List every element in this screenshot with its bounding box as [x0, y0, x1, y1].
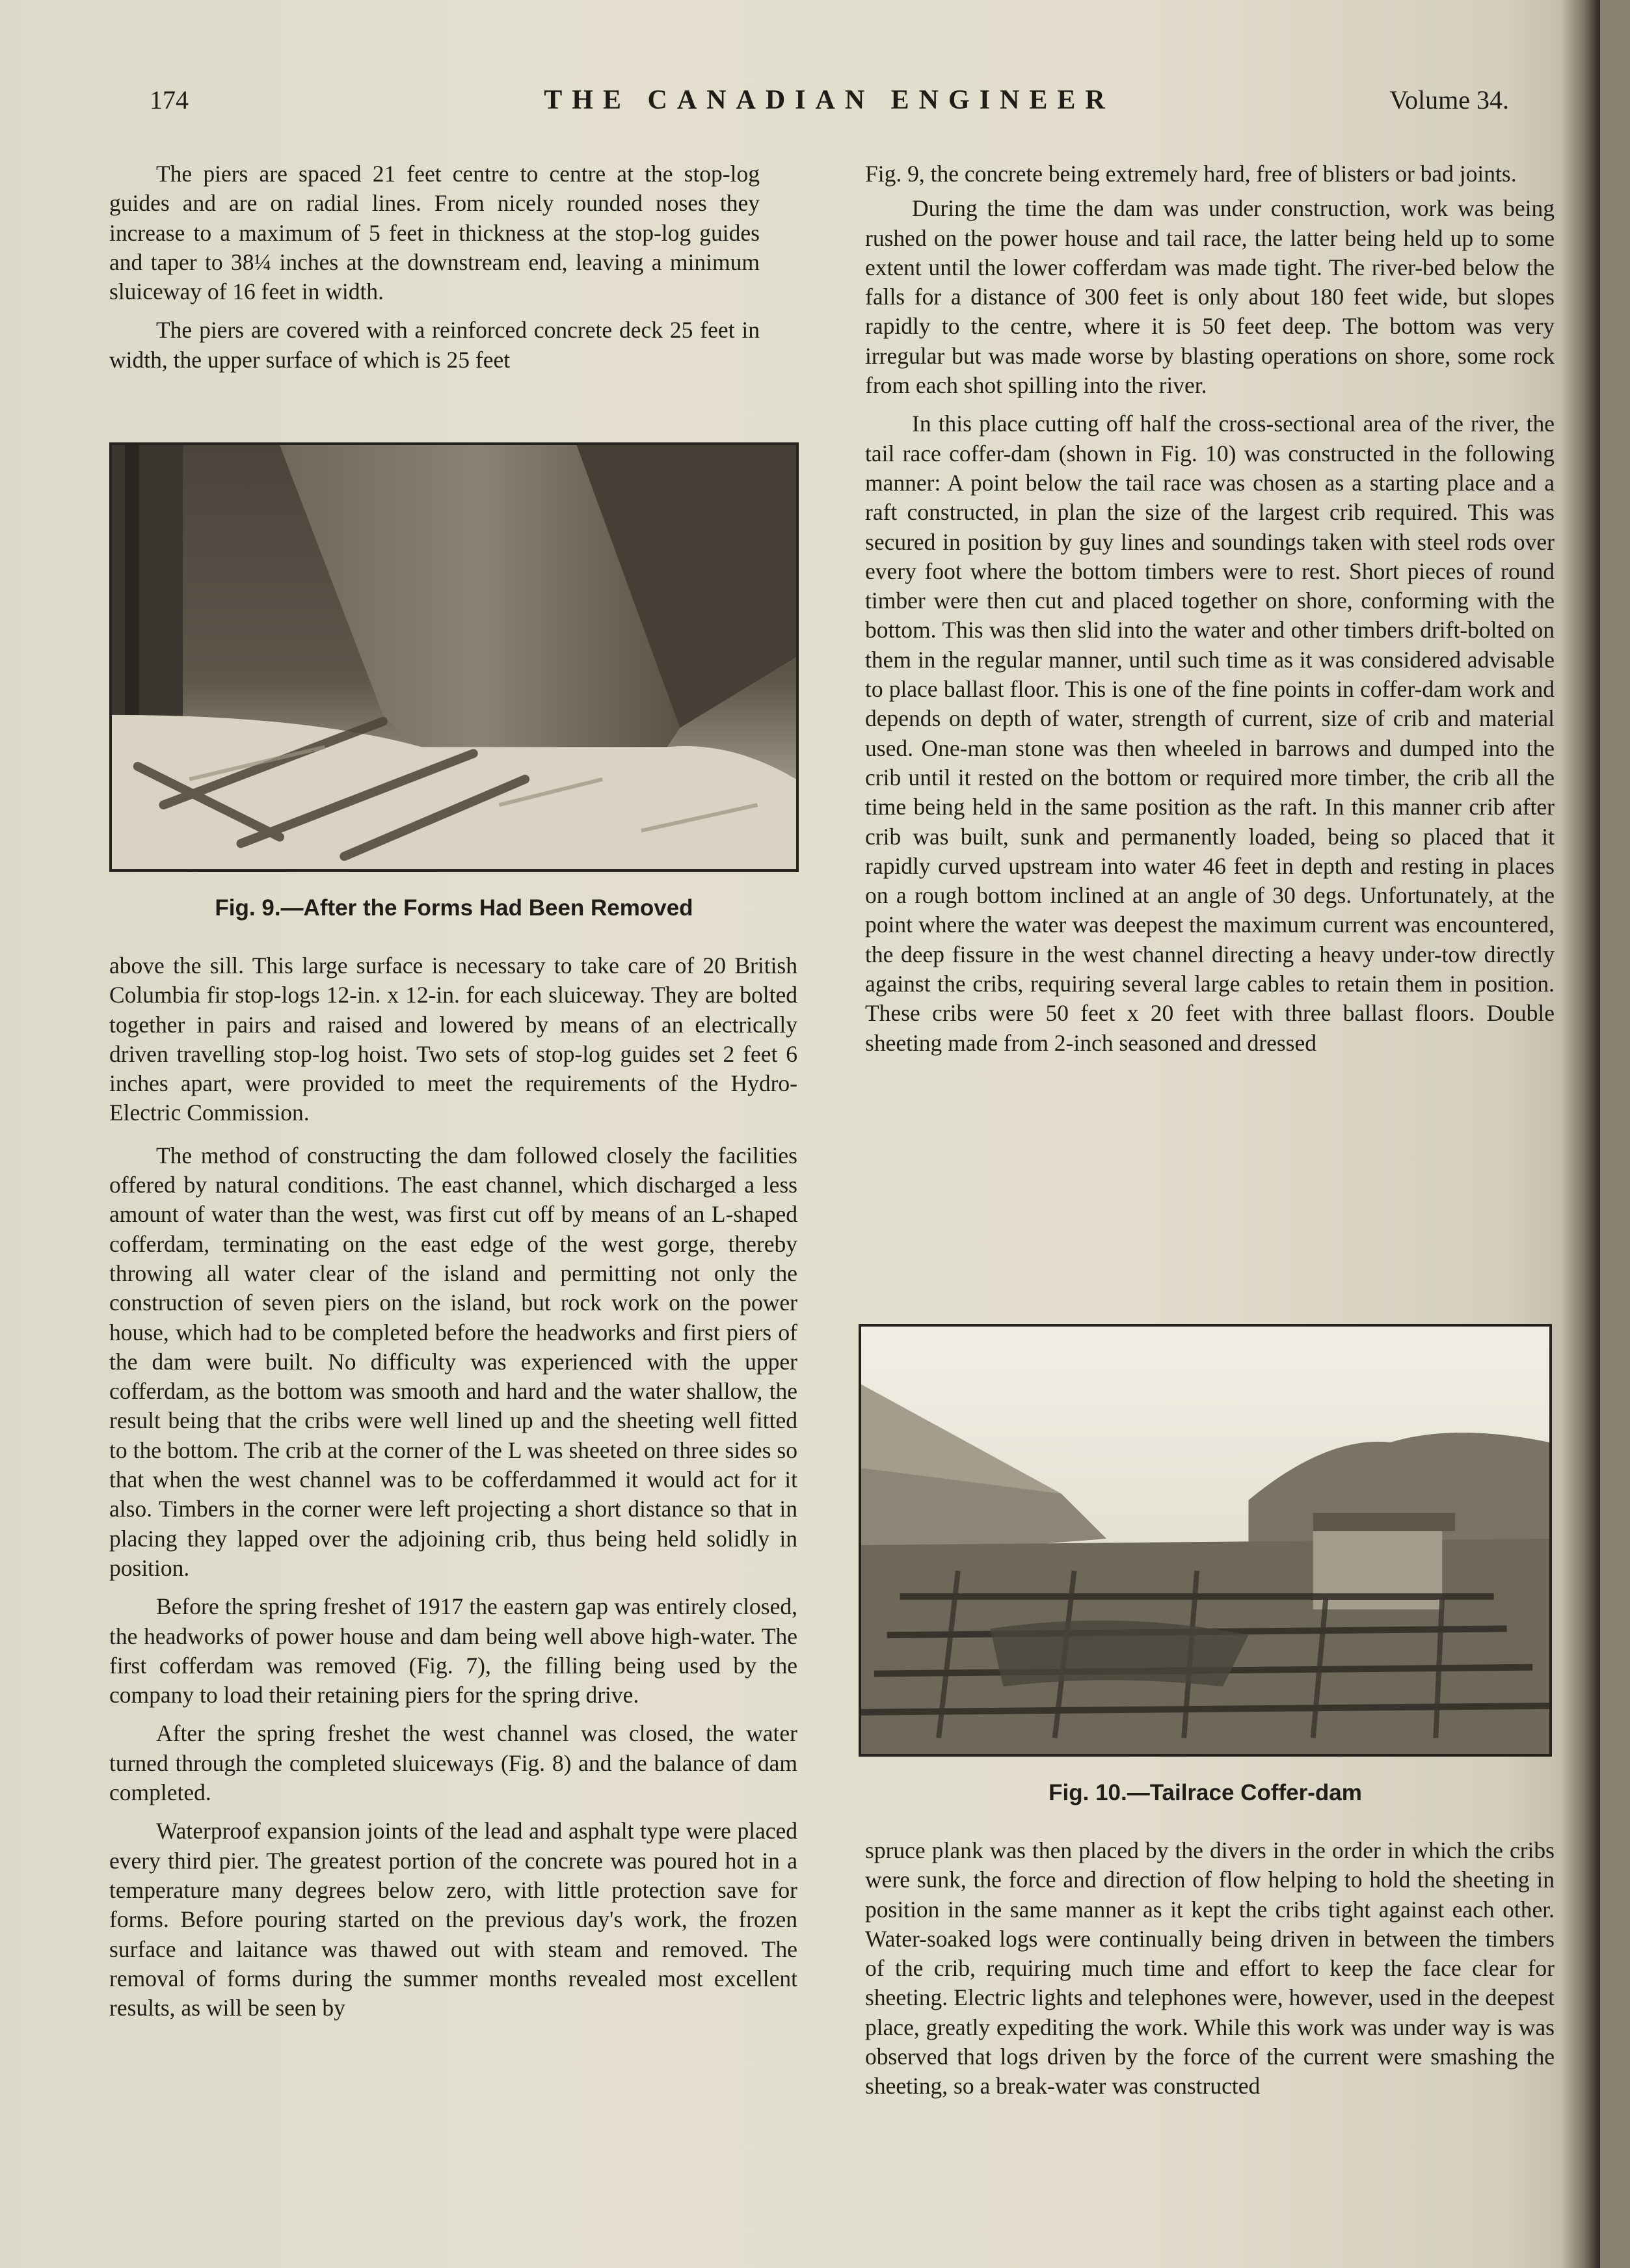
paragraph: The piers are covered with a reinforced concrete deck 25 feet in width, the upper surface of which is 25 feet	[109, 317, 760, 373]
paragraph: In this place cutting off half the cross-sectional area of the river, the tail race coffer-dam (shown in Fig. 10) was constructed in the following manner: A point below the tail race was chosen as a starting place and a raft constructed, in plan the size of the largest crib required. This was secured in position by guy lines and soundings taken with steel rods over every foot where the bottom timbers were to rest. Short pieces of round timber were then cut and placed together on shore, conforming with the bottom. This was then slid into the water and other timbers drift-bolted on them in the regular manner, until such time as it was considered advisable to place ballast floor. This is one of the fine points in coffer-dam work and depends on depth of water, strength of current, size of crib and material used. One-man stone was then wheeled in barrows and dumped into the crib until it rested on the bottom or required more timber, the crib all the time being held in the same position as the raft. In this manner crib after crib was built, sunk and permanently loaded, being so placed that it rapidly curved upstream into water 46 feet in depth and resting in places on a rough bottom inclined at an angle of 30 degs. Unfortunately, at the point where the water was deepest the maximum current was encountered, the deep fissure in the west channel directing a heavy under-tow directly against the cribs, requiring several large cables to retain them in position. These cribs were 50 feet x 20 feet with three ballast floors. Double sheeting made from 2-inch seasoned and dressed	[865, 411, 1555, 1056]
paragraph: Fig. 9, the concrete being extremely hard, free of blisters or bad joints.	[865, 161, 1517, 187]
figure-9	[109, 442, 799, 921]
paragraph: The method of constructing the dam followed closely the facilities offered by natural conditions. The east channel, which discharged a less amount of water than the west, was first cut off by means of an L-shaped cofferdam, terminating on the east edge of the west gorge, thereby throwing all water clear of the island and permitting not only the construction of seven piers on the island, but rock work on the power house, which had to be completed before the headworks and first piers of the dam were built. No difficulty was experienced with the upper cofferdam, as the bottom was smooth and hard and the water shallow, the result being that the cribs were well lined up and the sheeting well fitted to the bottom. The crib at the corner of the L was sheeted on three sides so that when the west channel was to be cofferdammed it would act for it also. Timbers in the corner were left projecting a short distance so that in placing they lapped over the adjoining crib, thus being held solidly in position.	[109, 1142, 797, 1581]
figure-9-caption: Fig. 9.—After the Forms Had Been Removed	[215, 895, 693, 921]
page-header	[150, 85, 1509, 124]
figure-10	[859, 1324, 1552, 1806]
binding-shadow	[1561, 0, 1600, 2268]
paragraph: Waterproof expansion joints of the lead and asphalt type were placed every third pier. The greatest portion of the concrete was poured hot in a temperature many degrees below zero, with little protection save for forms. Before pouring started on the previous day's work, the frozen surface and laitance was thawed out with steam and removed. The removal of forms during the summer months revealed most excellent results, as will be seen by	[109, 1818, 797, 2021]
right-column-bottom	[865, 1836, 1555, 2101]
figure-10-photo	[859, 1324, 1552, 1757]
paragraph: above the sill. This large surface is necessary to take care of 20 British Columbia fir stop-logs 12-in. x 12-in. for each sluiceway. They are bolted together in pairs and raised and lowered by means of an electrically driven travelling stop-log hoist. Two sets of stop-log guides set 2 feet 6 inches apart, were provided to meet the requirements of the Hydro-Electric Commission.	[109, 952, 797, 1126]
volume-label: Volume 34.	[1389, 85, 1509, 115]
right-column-top	[865, 159, 1555, 1058]
figure-9-photo	[109, 442, 799, 872]
paragraph: During the time the dam was under construction, work was being rushed on the power house and tail race, the latter being held up to some extent until the lower cofferdam was made tight. The river-bed below the falls for a distance of 300 feet is only about 180 feet wide, but slopes rapidly to the centre, where it is 50 feet deep. The bottom was very irregular but was made worse by blasting operations on shore, some rock from each shot spilling into the river.	[865, 195, 1555, 399]
left-column-bottom	[109, 951, 797, 2023]
journal-title: THE CANADIAN ENGINEER	[544, 85, 1115, 115]
page-number: 174	[150, 85, 189, 115]
paragraph: Before the spring freshet of 1917 the eastern gap was entirely closed, the headworks of power house and dam being well above high-water. The first cofferdam was removed (Fig. 7), the filling being used by the company to load their retaining piers for the spring drive.	[109, 1593, 797, 1708]
paragraph: After the spring freshet the west channel was closed, the water turned through the completed sluiceways (Fig. 8) and the balance of dam completed.	[109, 1720, 797, 1806]
left-column-top	[109, 159, 760, 375]
paragraph: spruce plank was then placed by the divers in the order in which the cribs were sunk, the force and direction of flow helping to hold the sheeting in position in the same manner as it kept the cribs tight against each other. Water-soaked logs were continually being driven in between the timbers of the crib, requiring much time and effort to keep the face clear for sheeting. Electric lights and telephones were, however, used in the deepest place, greatly expediting the work. While this work was under way is was observed that logs driven by the force of the current were smashing the sheeting, so a break-water was constructed	[865, 1837, 1555, 2099]
figure-10-caption: Fig. 10.—Tailrace Coffer-dam	[1049, 1780, 1362, 1805]
paragraph: The piers are spaced 21 feet centre to centre at the stop-log guides and are on radial lines. From nicely rounded noses they increase to a maximum of 5 feet in thickness at the stop-log guides and taper to 38¼ inches at the downstream end, leaving a minimum sluiceway of 16 feet in width.	[109, 161, 760, 305]
